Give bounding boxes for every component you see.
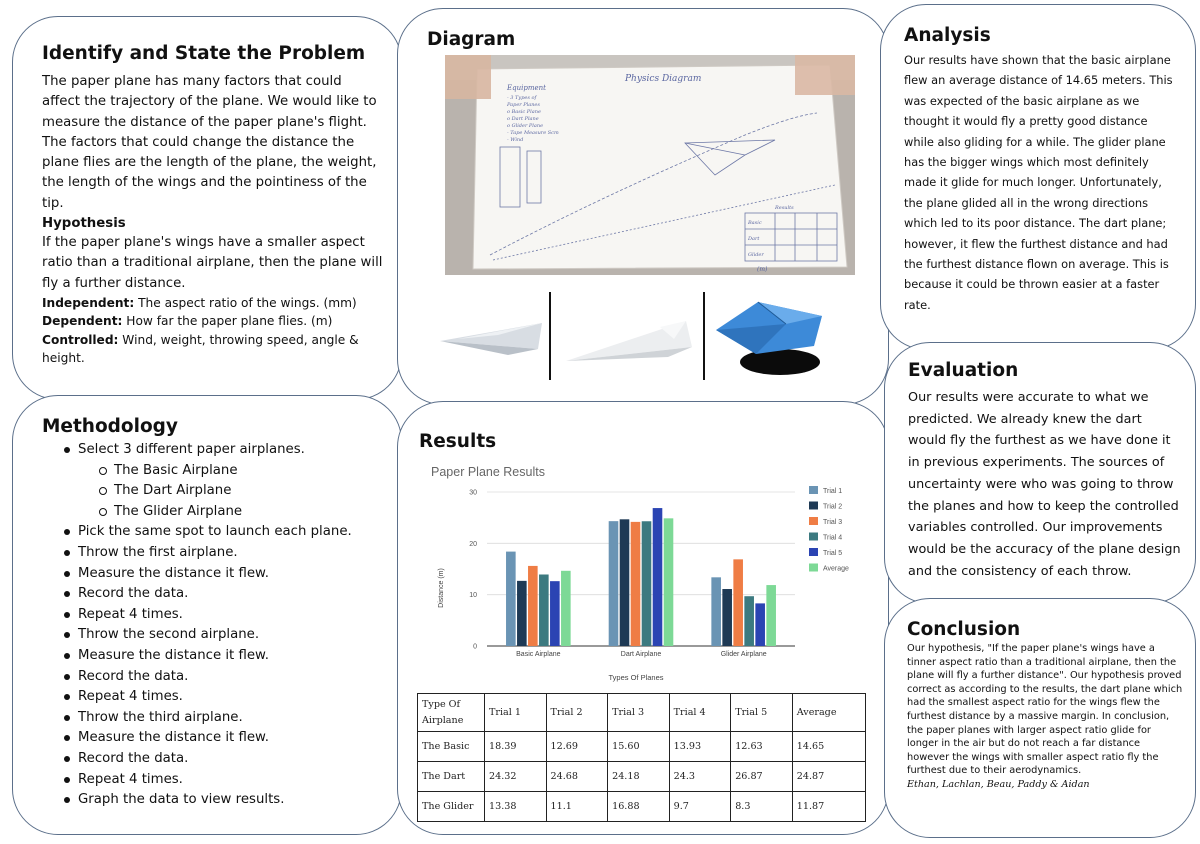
chart-bar xyxy=(766,585,776,646)
analysis-panel xyxy=(880,4,1196,350)
results-panel xyxy=(397,401,889,835)
chart-bar xyxy=(711,577,721,646)
chart-legend-label: Trial 3 xyxy=(823,519,843,526)
chart-bar xyxy=(506,552,516,646)
table-row xyxy=(418,792,866,822)
problem-body: The paper plane has many factors that could affect the trajectory of the plane. We would like to measure the distance of the paper plane's flight. The factors that could change the distance the plane flies are the length of the plane, the weight, the length of the wings and the pointiness of the tip. xyxy=(42,74,377,211)
methodology-step: Measure the distance it flew. xyxy=(42,728,383,749)
sketch-equipment-item: o Dart Plane xyxy=(507,116,539,122)
methodology-step: Throw the second airplane. xyxy=(42,625,383,646)
chart-y-tick-label: 30 xyxy=(469,489,477,497)
methodology-substep: The Glider Airplane xyxy=(42,502,383,523)
methodology-step: Graph the data to view results. xyxy=(42,790,383,811)
diagram-panel xyxy=(397,8,889,405)
hypothesis-text: If the paper plane's wings have a smaller aspect ratio than a traditional airplane, then the plane will fly a further distance. xyxy=(42,235,383,291)
table-header-cell: Type Of Airplane xyxy=(418,694,485,732)
chart-bar xyxy=(744,596,754,646)
table-cell: 24.3 xyxy=(669,762,731,792)
table-header-cell: Trial 5 xyxy=(731,694,793,732)
methodology-steps xyxy=(42,440,383,811)
sketch-row-label: Glider xyxy=(748,252,764,258)
table-cell: 16.88 xyxy=(608,792,670,822)
chart-bar xyxy=(609,521,619,646)
table-cell: 9.7 xyxy=(669,792,731,822)
results-table xyxy=(417,693,866,822)
sketch-row-label: Basic xyxy=(748,220,762,226)
sketch-equipment: Equipment xyxy=(507,84,546,92)
chart-bar xyxy=(631,522,641,646)
table-cell: 14.65 xyxy=(792,732,865,762)
sketch-equipment-item: o Glider Plane xyxy=(507,123,544,129)
table-row xyxy=(418,762,866,792)
table-cell: 12.63 xyxy=(731,732,793,762)
problem-panel xyxy=(12,16,402,400)
methodology-step: Select 3 different paper airplanes. xyxy=(42,440,383,461)
controlled-text: Wind, weight, throwing speed, angle & height. xyxy=(42,332,359,366)
table-cell: 26.87 xyxy=(731,762,793,792)
dependent-variable xyxy=(42,312,383,331)
methodology-step: Measure the distance it flew. xyxy=(42,646,383,667)
dart-airplane-photo xyxy=(564,309,694,369)
table-cell: 8.3 xyxy=(731,792,793,822)
table-cell: The Glider xyxy=(418,792,485,822)
conclusion-panel xyxy=(884,598,1196,838)
chart-bar xyxy=(755,603,765,646)
methodology-step: Throw the first airplane. xyxy=(42,543,383,564)
chart-y-tick-label: 0 xyxy=(473,643,477,651)
chart-bar xyxy=(620,519,630,646)
methodology-step: Record the data. xyxy=(42,584,383,605)
table-cell: The Basic xyxy=(418,732,485,762)
methodology-step: Record the data. xyxy=(42,667,383,688)
methodology-substep: The Dart Airplane xyxy=(42,481,383,502)
chart-y-axis-label: Distance (m) xyxy=(438,568,445,608)
chart-bar xyxy=(561,571,571,646)
conclusion-title: Conclusion xyxy=(907,619,1021,640)
methodology-step: Repeat 4 times. xyxy=(42,687,383,708)
methodology-substep: The Basic Airplane xyxy=(42,461,383,482)
chart-legend-label: Trial 4 xyxy=(823,534,843,542)
evaluation-body: Our results were accurate to what we predicted. We already knew the dart would fly the furthest as we have done it in previous experiments. The sources of uncertainty were who was going to throw the planes and how to keep the controlled variables controlled. Our improvements would be the accuracy of the plane design and the consistency of each throw. xyxy=(908,390,1181,579)
methodology-step: Pick the same spot to launch each plane. xyxy=(42,522,383,543)
chart-legend-swatch xyxy=(809,517,818,525)
table-header-cell: Trial 2 xyxy=(546,694,608,732)
methodology-step: Record the data. xyxy=(42,749,383,770)
methodology-step: Repeat 4 times. xyxy=(42,605,383,626)
table-header-cell: Trial 4 xyxy=(669,694,731,732)
table-cell: 18.39 xyxy=(485,732,547,762)
chart-legend-swatch xyxy=(809,548,818,556)
chart-x-tick-label: Glider Airplane xyxy=(720,651,767,658)
table-cell: 12.69 xyxy=(546,732,608,762)
chart-bar xyxy=(653,508,663,646)
sketch-results: Results xyxy=(775,205,794,211)
chart-x-tick-label: Basic Airplane xyxy=(516,651,561,658)
analysis-body: Our results have shown that the basic airplane flew an average distance of 14.65 meters. This was expected of the basic airplane as we thought it would fly a pretty good distance while also gliding for a while. The glider plane has the bigger wings which most definitely made it glide for much longer. Unfortunately, the plane glided all in the wrong directions which led to its poor distance. The dart plane; however, it flew the furthest distance and had the furthest distance flown on average. This is because it could be thrown easier at a faster rate. xyxy=(904,53,1173,312)
chart-x-tick-label: Dart Airplane xyxy=(620,651,662,658)
sketch-equipment-item: Paper Planes xyxy=(507,102,540,108)
chart-y-tick-label: 20 xyxy=(469,540,477,548)
photo-divider xyxy=(549,292,551,380)
methodology-panel xyxy=(12,395,402,835)
methodology-step: Throw the third airplane. xyxy=(42,708,383,729)
chart-bar xyxy=(517,581,527,646)
conclusion-signature: Ethan, Lachlan, Beau, Paddy & Aidan xyxy=(907,778,1090,790)
glider-airplane-photo xyxy=(712,294,832,378)
chart-bar xyxy=(664,518,674,646)
chart-bar xyxy=(722,589,732,646)
conclusion-body: Our hypothesis, "If the paper plane's wings have a tinner aspect ratio than a traditional airplane, then the plane will fly a further distance". Our hypothesis proved correct as according to the results, the dart plane which had the smallest aspect ratio for the wings flew the furthest distance by a massive margin. In conclusion, the paper planes with larger aspect ratio glide for longer in the air but do not reach a far distance however the wings with smaller aspect ratio fly the furthest due to their aerodynamics. xyxy=(907,643,1183,777)
chart-legend-swatch xyxy=(809,486,818,494)
sketch-equipment-item: - 3 Types of xyxy=(507,95,537,101)
controlled-label: Controlled: xyxy=(42,332,119,347)
table-cell: 11.1 xyxy=(546,792,608,822)
results-title: Results xyxy=(419,431,497,452)
independent-label: Independent: xyxy=(42,295,135,310)
paper-plane-results-chart xyxy=(419,456,867,686)
chart-legend-swatch xyxy=(809,502,818,510)
table-cell: 13.38 xyxy=(485,792,547,822)
controlled-variables xyxy=(42,331,383,368)
chart-x-axis-label: Types Of Planes xyxy=(608,673,664,682)
chart-legend-swatch xyxy=(809,533,818,541)
table-header-cell: Trial 3 xyxy=(608,694,670,732)
evaluation-title: Evaluation xyxy=(908,360,1019,381)
independent-variable xyxy=(42,294,383,313)
methodology-step: Repeat 4 times. xyxy=(42,770,383,791)
table-header-cell: Trial 1 xyxy=(485,694,547,732)
table-cell: 15.60 xyxy=(608,732,670,762)
chart-bar xyxy=(642,521,652,646)
table-cell: 24.87 xyxy=(792,762,865,792)
diagram-title: Diagram xyxy=(427,29,516,50)
diagram-sketch-photo xyxy=(445,55,855,275)
methodology-step: Measure the distance it flew. xyxy=(42,564,383,585)
sketch-equipment-item: - Tape Measure Scm xyxy=(507,130,559,136)
chart-bar xyxy=(550,581,560,646)
table-cell: 24.18 xyxy=(608,762,670,792)
chart-legend-swatch xyxy=(809,564,818,572)
chart-legend-label: Trial 1 xyxy=(823,488,843,495)
chart-bar xyxy=(528,566,538,646)
chart-legend-label: Average xyxy=(823,565,849,573)
table-cell: 11.87 xyxy=(792,792,865,822)
chart-legend-label: Trial 5 xyxy=(823,550,843,557)
table-header-row xyxy=(418,694,866,732)
methodology-title: Methodology xyxy=(42,416,178,437)
dependent-text: How far the paper plane flies. (m) xyxy=(122,314,333,329)
sketch-heading: Physics Diagram xyxy=(625,74,702,84)
sketch-row-label: Dart xyxy=(748,236,760,242)
analysis-title: Analysis xyxy=(904,25,991,46)
table-row xyxy=(418,732,866,762)
table-cell: The Dart xyxy=(418,762,485,792)
table-cell: 24.32 xyxy=(485,762,547,792)
sketch-equipment-item: - Wind xyxy=(507,137,524,143)
independent-text: The aspect ratio of the wings. (mm) xyxy=(134,295,357,310)
problem-title: Identify and State the Problem xyxy=(42,43,366,64)
sketch-unit: (m) xyxy=(757,266,768,273)
chart-bar xyxy=(733,559,743,646)
table-cell: 13.93 xyxy=(669,732,731,762)
photo-divider xyxy=(703,292,705,380)
hypothesis-title: Hypothesis xyxy=(42,216,126,232)
table-header-cell: Average xyxy=(792,694,865,732)
dependent-label: Dependent: xyxy=(42,314,123,329)
chart-title: Paper Plane Results xyxy=(431,465,545,479)
chart-y-tick-label: 10 xyxy=(469,592,477,600)
evaluation-panel xyxy=(884,342,1196,604)
sketch-equipment-item: o Basic Plane xyxy=(507,109,541,115)
basic-airplane-photo xyxy=(438,305,548,365)
chart-legend-label: Trial 2 xyxy=(823,503,843,511)
chart-bar xyxy=(539,574,549,646)
table-cell: 24.68 xyxy=(546,762,608,792)
